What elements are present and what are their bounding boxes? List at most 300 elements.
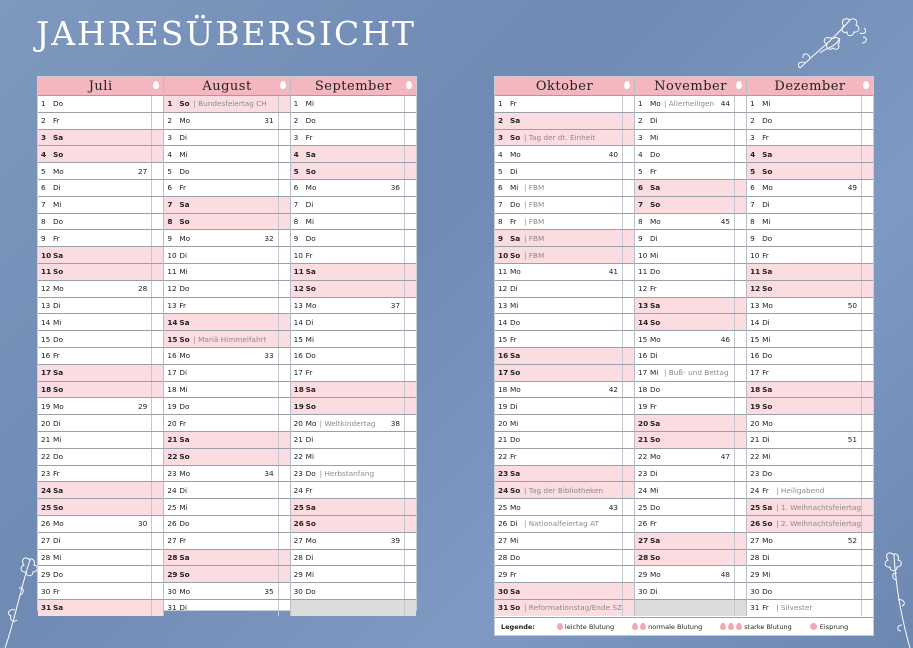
day-row[interactable] [38,145,163,162]
tracking-cell[interactable] [622,281,634,297]
tracking-cell[interactable] [622,449,634,465]
day-row[interactable] [38,213,163,230]
tracking-cell[interactable] [278,382,290,398]
day-row[interactable] [291,280,416,297]
tracking-cell[interactable] [404,583,416,599]
tracking-cell[interactable] [278,516,290,532]
day-row[interactable] [495,431,634,448]
tracking-cell[interactable] [622,482,634,498]
tracking-cell[interactable] [622,96,634,112]
day-row[interactable] [635,297,746,314]
day-row[interactable] [38,515,163,532]
tracking-cell[interactable] [151,550,163,566]
tracking-cell[interactable] [861,113,873,129]
day-row[interactable] [164,347,289,364]
day-row[interactable] [38,179,163,196]
tracking-cell[interactable] [278,365,290,381]
tracking-cell[interactable] [622,146,634,162]
day-row[interactable] [495,95,634,112]
tracking-cell[interactable] [734,348,746,364]
day-row[interactable] [747,465,873,482]
tracking-cell[interactable] [404,281,416,297]
tracking-cell[interactable] [278,331,290,347]
tracking-cell[interactable] [622,348,634,364]
tracking-cell[interactable] [278,130,290,146]
tracking-cell[interactable] [404,382,416,398]
tracking-cell[interactable] [622,197,634,213]
day-row[interactable] [38,330,163,347]
tracking-cell[interactable] [278,113,290,129]
day-row[interactable] [747,213,873,230]
tracking-cell[interactable] [151,163,163,179]
day-row[interactable] [635,465,746,482]
tracking-cell[interactable] [404,415,416,431]
day-row[interactable] [164,448,289,465]
tracking-cell[interactable] [151,583,163,599]
day-row[interactable] [164,414,289,431]
day-row[interactable] [164,129,289,146]
tracking-cell[interactable] [151,382,163,398]
tracking-cell[interactable] [404,197,416,213]
day-row[interactable] [291,129,416,146]
tracking-cell[interactable] [151,214,163,230]
day-row[interactable] [747,582,873,599]
tracking-cell[interactable] [861,516,873,532]
day-row[interactable] [495,145,634,162]
day-row[interactable] [164,515,289,532]
tracking-cell[interactable] [622,331,634,347]
tracking-cell[interactable] [861,533,873,549]
day-row[interactable] [38,498,163,515]
day-row[interactable] [495,549,634,566]
tracking-cell[interactable] [734,247,746,263]
tracking-cell[interactable] [404,180,416,196]
tracking-cell[interactable] [622,533,634,549]
tracking-cell[interactable] [151,466,163,482]
tracking-cell[interactable] [861,466,873,482]
day-row[interactable] [164,381,289,398]
day-row[interactable] [635,95,746,112]
tracking-cell[interactable] [151,113,163,129]
tracking-cell[interactable] [734,482,746,498]
tracking-cell[interactable] [151,499,163,515]
day-row[interactable] [635,213,746,230]
tracking-cell[interactable] [734,264,746,280]
day-row[interactable] [38,229,163,246]
tracking-cell[interactable] [151,365,163,381]
day-row[interactable] [495,414,634,431]
tracking-cell[interactable] [861,331,873,347]
tracking-cell[interactable] [278,264,290,280]
tracking-cell[interactable] [278,146,290,162]
tracking-cell[interactable] [151,449,163,465]
tracking-cell[interactable] [622,466,634,482]
day-row[interactable] [164,498,289,515]
day-row[interactable] [495,397,634,414]
tracking-cell[interactable] [404,113,416,129]
tracking-cell[interactable] [278,583,290,599]
tracking-cell[interactable] [622,583,634,599]
tracking-cell[interactable] [278,163,290,179]
day-row[interactable] [635,145,746,162]
tracking-cell[interactable] [734,331,746,347]
tracking-cell[interactable] [861,281,873,297]
day-row[interactable] [164,599,289,616]
day-row[interactable] [495,229,634,246]
tracking-cell[interactable] [151,146,163,162]
tracking-cell[interactable] [278,197,290,213]
tracking-cell[interactable] [278,398,290,414]
day-row[interactable] [164,582,289,599]
tracking-cell[interactable] [278,550,290,566]
tracking-cell[interactable] [151,348,163,364]
tracking-cell[interactable] [278,348,290,364]
tracking-cell[interactable] [622,365,634,381]
tracking-cell[interactable] [151,314,163,330]
day-row[interactable] [164,364,289,381]
tracking-cell[interactable] [861,348,873,364]
day-row[interactable] [291,246,416,263]
day-row[interactable] [635,431,746,448]
day-row[interactable] [291,364,416,381]
day-row[interactable] [164,246,289,263]
day-row[interactable] [635,565,746,582]
tracking-cell[interactable] [861,247,873,263]
day-row[interactable] [291,549,416,566]
tracking-cell[interactable] [404,449,416,465]
tracking-cell[interactable] [151,533,163,549]
tracking-cell[interactable] [861,180,873,196]
day-row[interactable] [495,498,634,515]
tracking-cell[interactable] [622,180,634,196]
day-row[interactable] [291,582,416,599]
day-row[interactable] [164,196,289,213]
day-row[interactable] [164,263,289,280]
tracking-cell[interactable] [278,466,290,482]
tracking-cell[interactable] [734,432,746,448]
day-row[interactable] [495,381,634,398]
day-row[interactable] [495,448,634,465]
tracking-cell[interactable] [278,415,290,431]
day-row[interactable] [164,313,289,330]
day-row[interactable] [291,229,416,246]
day-row[interactable] [747,381,873,398]
day-row[interactable] [164,431,289,448]
day-row[interactable] [635,330,746,347]
tracking-cell[interactable] [278,566,290,582]
tracking-cell[interactable] [151,482,163,498]
tracking-cell[interactable] [622,314,634,330]
tracking-cell[interactable] [734,600,746,616]
day-row[interactable] [747,95,873,112]
day-row[interactable] [164,397,289,414]
tracking-cell[interactable] [861,449,873,465]
tracking-cell[interactable] [861,398,873,414]
tracking-cell[interactable] [404,96,416,112]
day-row[interactable] [164,145,289,162]
day-row[interactable] [38,397,163,414]
tracking-cell[interactable] [622,398,634,414]
day-row[interactable] [635,196,746,213]
day-row[interactable] [495,162,634,179]
day-row[interactable] [635,280,746,297]
day-row[interactable] [747,414,873,431]
day-row[interactable] [291,145,416,162]
tracking-cell[interactable] [734,96,746,112]
day-row[interactable] [495,213,634,230]
day-row[interactable] [747,196,873,213]
tracking-cell[interactable] [734,583,746,599]
day-row[interactable] [495,481,634,498]
tracking-cell[interactable] [404,298,416,314]
tracking-cell[interactable] [278,180,290,196]
day-row[interactable] [291,196,416,213]
day-row[interactable] [38,95,163,112]
tracking-cell[interactable] [622,130,634,146]
day-row[interactable] [291,112,416,129]
day-row[interactable] [635,347,746,364]
tracking-cell[interactable] [151,281,163,297]
tracking-cell[interactable] [861,146,873,162]
tracking-cell[interactable] [278,247,290,263]
day-row[interactable] [495,280,634,297]
day-row[interactable] [291,431,416,448]
tracking-cell[interactable] [861,264,873,280]
day-row[interactable] [38,313,163,330]
tracking-cell[interactable] [622,264,634,280]
tracking-cell[interactable] [622,382,634,398]
tracking-cell[interactable] [404,130,416,146]
tracking-cell[interactable] [278,281,290,297]
day-row[interactable] [747,549,873,566]
day-row[interactable] [38,364,163,381]
day-row[interactable] [747,280,873,297]
day-row[interactable] [291,347,416,364]
day-row[interactable] [747,179,873,196]
tracking-cell[interactable] [404,533,416,549]
day-row[interactable] [635,532,746,549]
tracking-cell[interactable] [734,415,746,431]
day-row[interactable] [291,414,416,431]
day-row[interactable] [38,448,163,465]
day-row[interactable] [495,246,634,263]
day-row[interactable] [635,397,746,414]
day-row[interactable] [38,431,163,448]
tracking-cell[interactable] [734,365,746,381]
tracking-cell[interactable] [861,583,873,599]
day-row[interactable] [747,229,873,246]
tracking-cell[interactable] [861,214,873,230]
day-row[interactable] [635,498,746,515]
day-row[interactable] [495,364,634,381]
day-row[interactable] [747,532,873,549]
day-row[interactable] [495,196,634,213]
day-row[interactable] [38,381,163,398]
tracking-cell[interactable] [278,533,290,549]
day-row[interactable] [164,112,289,129]
tracking-cell[interactable] [404,214,416,230]
tracking-cell[interactable] [278,449,290,465]
day-row[interactable] [635,246,746,263]
day-row[interactable] [38,280,163,297]
tracking-cell[interactable] [861,432,873,448]
tracking-cell[interactable] [404,398,416,414]
day-row[interactable] [747,297,873,314]
tracking-cell[interactable] [861,163,873,179]
day-row[interactable] [747,145,873,162]
day-row[interactable] [747,498,873,515]
tracking-cell[interactable] [861,298,873,314]
day-row[interactable] [38,465,163,482]
day-row[interactable] [747,112,873,129]
day-row[interactable] [635,129,746,146]
tracking-cell[interactable] [151,180,163,196]
tracking-cell[interactable] [151,432,163,448]
day-row[interactable] [747,599,873,616]
day-row[interactable] [747,364,873,381]
tracking-cell[interactable] [622,415,634,431]
day-row[interactable] [38,582,163,599]
tracking-cell[interactable] [404,247,416,263]
tracking-cell[interactable] [404,264,416,280]
day-row[interactable] [291,565,416,582]
tracking-cell[interactable] [861,382,873,398]
tracking-cell[interactable] [861,230,873,246]
day-row[interactable] [164,481,289,498]
tracking-cell[interactable] [861,365,873,381]
tracking-cell[interactable] [734,566,746,582]
day-row[interactable] [291,330,416,347]
day-row[interactable] [747,246,873,263]
tracking-cell[interactable] [861,499,873,515]
day-row[interactable] [164,179,289,196]
day-row[interactable] [38,297,163,314]
day-row[interactable] [495,297,634,314]
tracking-cell[interactable] [404,146,416,162]
tracking-cell[interactable] [734,314,746,330]
day-row[interactable] [495,515,634,532]
tracking-cell[interactable] [734,113,746,129]
day-row[interactable] [291,179,416,196]
day-row[interactable] [635,582,746,599]
day-row[interactable] [291,381,416,398]
day-row[interactable] [291,162,416,179]
tracking-cell[interactable] [278,600,290,616]
day-row[interactable] [635,112,746,129]
day-row[interactable] [38,481,163,498]
tracking-cell[interactable] [278,499,290,515]
day-row[interactable] [38,129,163,146]
tracking-cell[interactable] [734,281,746,297]
day-row[interactable] [495,330,634,347]
day-row[interactable] [495,532,634,549]
tracking-cell[interactable] [734,533,746,549]
day-row[interactable] [291,465,416,482]
day-row[interactable] [747,162,873,179]
day-row[interactable] [164,162,289,179]
tracking-cell[interactable] [734,382,746,398]
day-row[interactable] [635,481,746,498]
tracking-cell[interactable] [151,130,163,146]
day-row[interactable] [291,213,416,230]
day-row[interactable] [164,532,289,549]
tracking-cell[interactable] [622,600,634,616]
day-row[interactable] [495,465,634,482]
day-row[interactable] [495,565,634,582]
day-row[interactable] [38,549,163,566]
tracking-cell[interactable] [861,314,873,330]
tracking-cell[interactable] [734,516,746,532]
tracking-cell[interactable] [622,214,634,230]
tracking-cell[interactable] [404,550,416,566]
day-row[interactable] [291,481,416,498]
tracking-cell[interactable] [404,482,416,498]
tracking-cell[interactable] [622,550,634,566]
day-row[interactable] [164,229,289,246]
day-row[interactable] [635,162,746,179]
tracking-cell[interactable] [151,298,163,314]
day-row[interactable] [164,330,289,347]
day-row[interactable] [38,162,163,179]
day-row[interactable] [747,129,873,146]
tracking-cell[interactable] [151,247,163,263]
day-row[interactable] [495,599,634,616]
tracking-cell[interactable] [734,398,746,414]
tracking-cell[interactable] [861,566,873,582]
tracking-cell[interactable] [861,550,873,566]
day-row[interactable] [747,448,873,465]
day-row[interactable] [747,330,873,347]
day-row[interactable] [291,313,416,330]
tracking-cell[interactable] [151,96,163,112]
day-row[interactable] [291,498,416,515]
tracking-cell[interactable] [404,163,416,179]
day-row[interactable] [747,313,873,330]
tracking-cell[interactable] [151,230,163,246]
day-row[interactable] [291,95,416,112]
tracking-cell[interactable] [151,600,163,616]
day-row[interactable] [38,414,163,431]
tracking-cell[interactable] [404,600,416,616]
day-row[interactable] [495,179,634,196]
day-row[interactable] [38,196,163,213]
day-row[interactable] [38,599,163,616]
day-row[interactable] [635,515,746,532]
day-row[interactable] [38,263,163,280]
tracking-cell[interactable] [151,197,163,213]
tracking-cell[interactable] [404,466,416,482]
tracking-cell[interactable] [278,432,290,448]
day-row[interactable] [495,129,634,146]
day-row[interactable] [164,280,289,297]
day-row[interactable] [495,112,634,129]
day-row[interactable] [38,532,163,549]
day-row[interactable] [495,313,634,330]
tracking-cell[interactable] [151,516,163,532]
tracking-cell[interactable] [151,264,163,280]
day-row[interactable] [164,297,289,314]
tracking-cell[interactable] [404,499,416,515]
tracking-cell[interactable] [861,415,873,431]
tracking-cell[interactable] [622,566,634,582]
tracking-cell[interactable] [734,146,746,162]
tracking-cell[interactable] [404,566,416,582]
tracking-cell[interactable] [734,466,746,482]
tracking-cell[interactable] [404,432,416,448]
tracking-cell[interactable] [734,449,746,465]
tracking-cell[interactable] [734,499,746,515]
day-row[interactable] [495,347,634,364]
